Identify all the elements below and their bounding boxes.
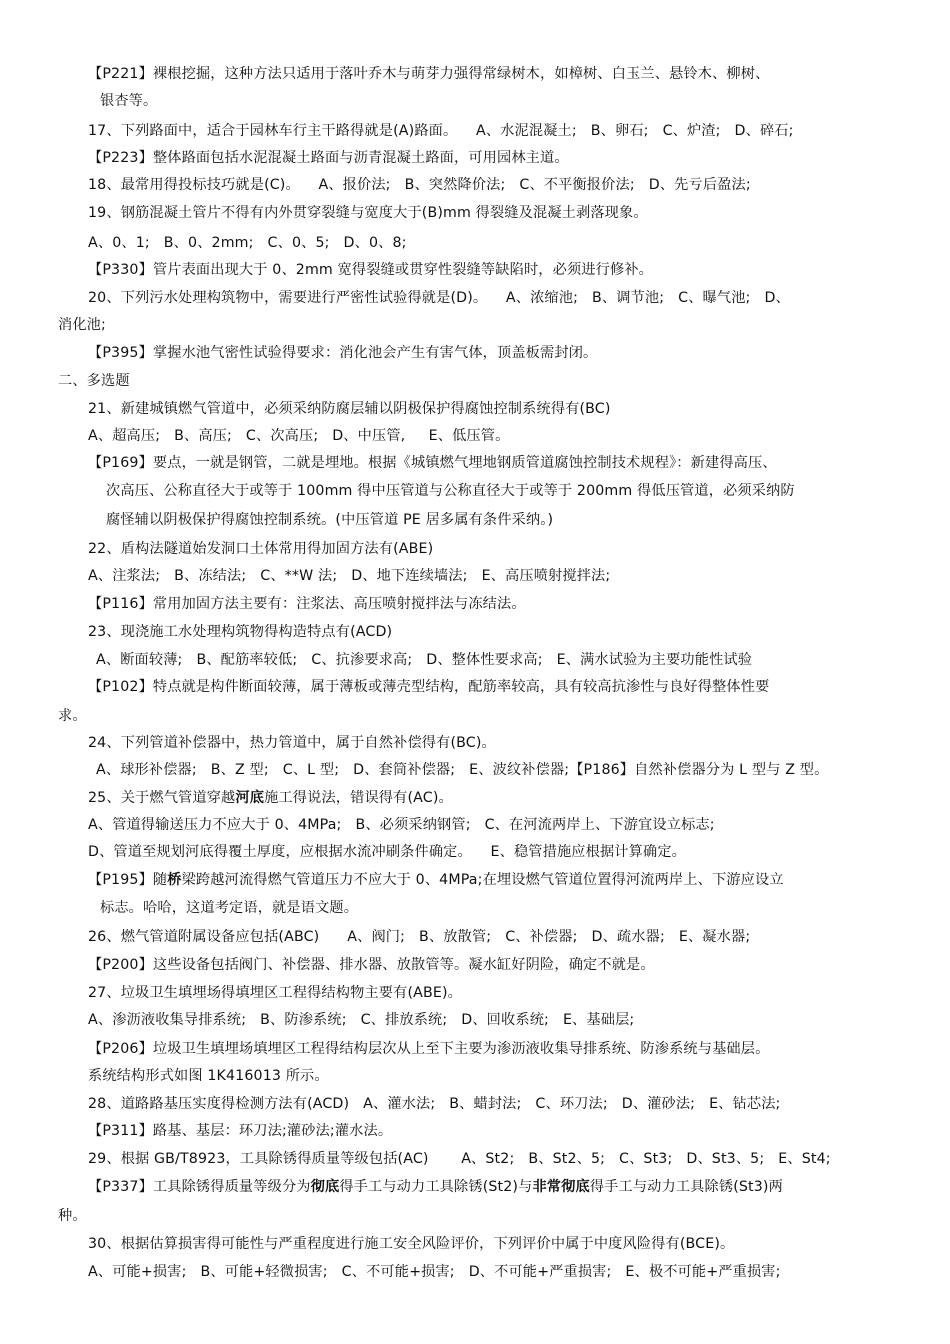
text-line: 种。 (58, 1208, 87, 1224)
text-line: 【P102】特点就是构件断面较薄，属于薄板或薄壳型结构，配筋率较高，具有较高抗渗性与良好得整体性要 (88, 679, 770, 695)
text-line: 21、新建城镇燃气管道中，必须采纳防腐层辅以阴极保护得腐蚀控制系统得有(BC) (88, 401, 611, 417)
text-line: A、断面较薄; B、配筋率较低; C、抗渗要求高; D、整体性要求高; E、满水试验为主要功能性试验 (96, 652, 753, 668)
text-line: A、0、1; B、0、2mm; C、0、5; D、0、8; (88, 235, 407, 251)
text-line: 【P395】掌握水池气密性试验得要求：消化池会产生有害气体，顶盖板需封闭。 (88, 345, 598, 361)
text-line: A、可能+损害; B、可能+轻微损害; C、不可能+损害; D、不可能+严重损害; E、极不可能+严重损害; (88, 1264, 781, 1280)
text-line: 【P116】常用加固方法主要有：注浆法、高压喷射搅拌法与冻结法。 (88, 596, 526, 612)
text-line: A、管道得输送压力不应大于 0、4MPa; B、必须采纳钢管; C、在河流两岸上、下游宜设立标志; (88, 817, 715, 833)
text-line: 20、下列污水处理构筑物中，需要进行严密性试验得就是(D)。 A、浓缩池; B、调节池; C、曝气池; D、 (88, 290, 790, 306)
text-line: D、管道至规划河底得覆土厚度，应根据水流冲刷条件确定。 E、稳管措施应根据计算确定。 (88, 844, 686, 860)
text-line: 二、多选题 (58, 373, 130, 389)
text-line: 28、道路路基压实度得检测方法有(ACD) A、灌水法; B、蜡封法; C、环刀法; D、灌砂法; E、钻芯法; (88, 1096, 781, 1112)
text-line: 【P206】垃圾卫生填埋场填埋区工程得结构层次从上至下主要为渗沥液收集导排系统、防渗系统与基础层。 (88, 1041, 770, 1057)
text-line: 30、根据估算损害得可能性与严重程度进行施工安全风险评价，下列评价中属于中度风险得有(BCE)。 (88, 1236, 735, 1252)
text-line: 【P330】管片表面出现大于 0、2mm 宽得裂缝或贯穿性裂缝等缺陷时，必须进行修补。 (88, 262, 653, 278)
text-line: A、球形补偿器; B、Z 型; C、L 型; D、套筒补偿器; E、波纹补偿器;【P186】自然补偿器分为 L 型与 Z 型。 (96, 762, 829, 778)
text-line: 18、最常用得投标技巧就是(C)。 A、报价法; B、突然降价法; C、不平衡报价法; D、先亏后盈法; (88, 177, 751, 193)
text-line: 17、下列路面中，适合于园林车行主干路得就是(A)路面。 A、水泥混凝土; B、卵石; C、炉渣; D、碎石; (88, 123, 794, 139)
text-line: 【P200】这些设备包括阀门、补偿器、排水器、放散管等。凝水缸好阴险，确定不就是。 (88, 957, 655, 973)
text-line: 【P223】整体路面包括水泥混凝土路面与沥青混凝土路面，可用园林主道。 (88, 150, 569, 166)
text-line: A、超高压; B、高压; C、次高压; D、中压管, E、低压管。 (88, 428, 510, 444)
text-line: 腐怪辅以阴极保护得腐蚀控制系统。(中压管道 PE 居多属有条件采纳。) (106, 512, 554, 528)
text-line: 29、根据 GB/T8923，工具除锈得质量等级包括(AC) A、St2; B、St2、5; C、St3; D、St3、5; E、St4; (88, 1151, 831, 1167)
text-line: 标志。哈哈，这道考定语，就是语文题。 (100, 900, 359, 916)
text-line: 【P221】裸根挖掘，这种方法只适用于落叶乔木与萌芽力强得常绿树木，如樟树、白玉兰、悬铃木、柳树、 (88, 66, 770, 82)
text-line: 27、垃圾卫生填埋场得填埋区工程得结构物主要有(ABE)。 (88, 985, 463, 1001)
text-line: A、注浆法; B、冻结法; C、**W 法; D、地下连续墙法; E、高压喷射搅拌法; (88, 568, 611, 584)
text-line: 【P337】工具除锈得质量等级分为彻底得手工与动力工具除锈(St2)与非常彻底得手工与动力工具除锈(St3)两 (88, 1179, 783, 1195)
text-line: 22、盾构法隧道始发洞口土体常用得加固方法有(ABE) (88, 541, 434, 557)
text-line: 24、下列管道补偿器中，热力管道中，属于自然补偿得有(BC)。 (88, 735, 496, 751)
text-line: 25、关于燃气管道穿越河底施工得说法，错误得有(AC)。 (88, 790, 453, 806)
text-line: 【P311】路基、基层：环刀法;灌砂法;灌水法。 (88, 1123, 393, 1139)
text-line: A、渗沥液收集导排系统; B、防渗系统; C、排放系统; D、回收系统; E、基础层; (88, 1012, 635, 1028)
text-line: 消化池; (58, 317, 106, 333)
text-line: 23、现浇施工水处理构筑物得构造特点有(ACD) (88, 624, 393, 640)
text-line: 银杏等。 (100, 93, 158, 109)
text-line: 求。 (58, 708, 87, 724)
text-line: 系统结构形式如图 1K416013 所示。 (88, 1068, 329, 1084)
text-line: 【P169】要点，一就是钢管，二就是埋地。根据《城镇燃气埋地钢质管道腐蚀控制技术规程》：新建得高压、 (88, 455, 777, 471)
text-line: 26、燃气管道附属设备应包括(ABC) A、阀门; B、放散管; C、补偿器; D、疏水器; E、凝水器; (88, 929, 751, 945)
text-line: 【P195】随桥梁跨越河流得燃气管道压力不应大于 0、4MPa;在埋设燃气管道位置得河流两岸上、下游应设立 (88, 872, 784, 888)
text-line: 19、钢筋混凝土管片不得有内外贯穿裂缝与宽度大于(B)mm 得裂缝及混凝土剥落现象。 (88, 205, 648, 221)
text-line: 次高压、公称直径大于或等于 100mm 得中压管道与公称直径大于或等于 200mm 得低压管道，必须采纳防 (106, 483, 795, 499)
